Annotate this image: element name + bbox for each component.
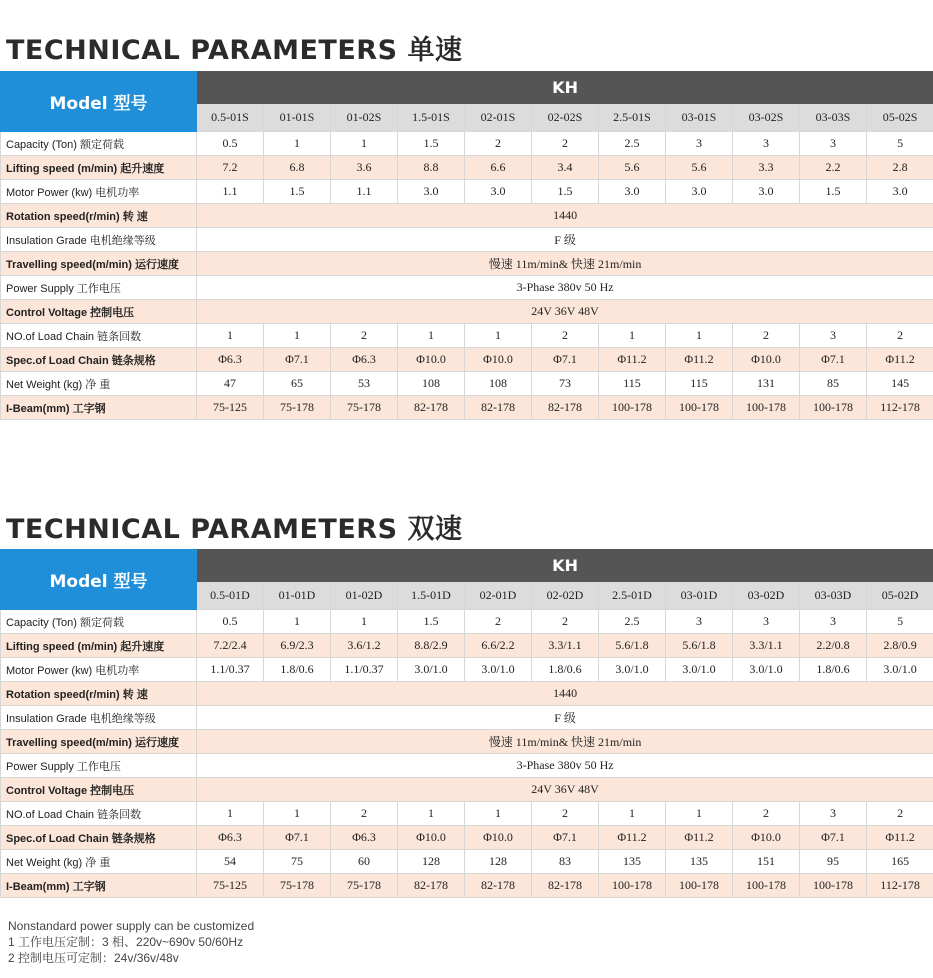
value-cell: 100-178 [666,396,733,420]
value-cell: 1 [666,802,733,826]
spanned-value-cell: F 级 [197,706,933,730]
value-cell: 6.9/2.3 [264,634,331,658]
value-cell: 73 [532,372,599,396]
value-cell: 0.5 [197,132,264,156]
value-cell: Φ11.2 [666,348,733,372]
value-cell: 1 [331,132,398,156]
value-cell: 2 [867,802,933,826]
value-cell: 82-178 [398,396,465,420]
value-cell: 1 [398,324,465,348]
value-cell: 1 [197,324,264,348]
value-cell: 100-178 [800,396,867,420]
value-cell: 3 [800,610,867,634]
value-cell: Φ7.1 [800,826,867,850]
value-cell: 1.5 [800,180,867,204]
spanned-value-cell: 1440 [197,682,933,706]
table-row [1,396,933,420]
value-cell: 1 [666,324,733,348]
table-row [1,348,933,372]
value-cell: 135 [666,850,733,874]
value-cell: 8.8/2.9 [398,634,465,658]
value-cell: 1.5 [398,610,465,634]
row-label: I-Beam(mm) 工字钢 [1,874,197,898]
table-row [1,300,933,324]
model-code-cell: 02-01S [465,104,532,132]
value-cell: Φ6.3 [331,826,398,850]
spanned-value-cell: F 级 [197,228,933,252]
value-cell: 3.3/1.1 [733,634,800,658]
value-cell: Φ6.3 [197,348,264,372]
value-cell: 85 [800,372,867,396]
table-row [1,826,933,850]
value-cell: 2.2/0.8 [800,634,867,658]
footnote-line: 1 工作电压定制：3 相、220v~690v 50/60Hz [8,935,244,949]
footnote-line: Nonstandard power supply can be customized [8,919,255,933]
model-code-cell: 2.5-01S [599,104,666,132]
value-cell: 3 [800,324,867,348]
value-cell: Φ11.2 [599,826,666,850]
model-code-cell: 02-02D [532,582,599,610]
value-cell: 1.1 [331,180,398,204]
row-label: Capacity (Ton) 额定荷载 [1,610,197,634]
value-cell: Φ7.1 [264,826,331,850]
dual-title-zh: 双速 [407,514,463,545]
model-code-cell: 01-02D [331,582,398,610]
value-cell: 1.5 [532,180,599,204]
value-cell: 112-178 [867,396,933,420]
table-row [1,730,933,754]
value-cell: 75-178 [331,396,398,420]
table-row [1,634,933,658]
value-cell: 75-178 [264,874,331,898]
value-cell: 1.8/0.6 [264,658,331,682]
value-cell: 100-178 [733,396,800,420]
model-code-cell: 2.5-01D [599,582,666,610]
row-label: Motor Power (kw) 电机功率 [1,180,197,204]
row-label: Net Weight (kg) 净 重 [1,372,197,396]
model-code-cell: 0.5-01D [197,582,264,610]
value-cell: 1.5 [398,132,465,156]
model-code-cell: 01-02S [331,104,398,132]
value-cell: 82-178 [398,874,465,898]
model-code-cell: 01-01D [264,582,331,610]
model-code-cell: 05-02D [867,582,933,610]
value-cell: 3.0/1.0 [398,658,465,682]
table-row [1,276,933,300]
value-cell: 1 [465,324,532,348]
value-cell: 3.0/1.0 [599,658,666,682]
table-row [1,778,933,802]
value-cell: 128 [465,850,532,874]
row-label: Rotation speed(r/min) 转 速 [1,682,197,706]
value-cell: Φ10.0 [733,826,800,850]
table-row [1,706,933,730]
value-cell: Φ11.2 [599,348,666,372]
row-label: Control Voltage 控制电压 [1,300,197,324]
table-row [1,156,933,180]
value-cell: 75-178 [331,874,398,898]
value-cell: 1 [197,802,264,826]
value-cell: Φ7.1 [532,826,599,850]
series-header: KH [197,550,933,582]
value-cell: 82-178 [532,396,599,420]
value-cell: 131 [733,372,800,396]
spanned-value-cell: 1440 [197,204,933,228]
value-cell: 2.8 [867,156,933,180]
value-cell: 3.0/1.0 [465,658,532,682]
row-label: Control Voltage 控制电压 [1,778,197,802]
row-label: Motor Power (kw) 电机功率 [1,658,197,682]
model-code-cell: 03-03D [800,582,867,610]
table-row [1,204,933,228]
value-cell: 165 [867,850,933,874]
value-cell: Φ6.3 [331,348,398,372]
value-cell: 100-178 [599,874,666,898]
value-cell: 75-125 [197,874,264,898]
table-row [1,682,933,706]
model-code-cell: 02-02S [532,104,599,132]
value-cell: 1 [398,802,465,826]
value-cell: Φ7.1 [800,348,867,372]
value-cell: 75-125 [197,396,264,420]
value-cell: 5 [867,610,933,634]
model-header: Model 型号 [1,72,197,132]
value-cell: 75 [264,850,331,874]
value-cell: Φ10.0 [465,826,532,850]
row-label: NO.of Load Chain 链条回数 [1,324,197,348]
value-cell: 145 [867,372,933,396]
table-row [1,658,933,682]
model-code-cell: 03-01D [666,582,733,610]
value-cell: 2.5 [599,132,666,156]
value-cell: 115 [599,372,666,396]
series-header: KH [197,72,933,104]
value-cell: 1.1/0.37 [331,658,398,682]
table-row [1,132,933,156]
row-label: Power Supply 工作电压 [1,754,197,778]
row-label: Spec.of Load Chain 链条规格 [1,348,197,372]
value-cell: Φ7.1 [532,348,599,372]
spanned-value-cell: 3-Phase 380v 50 Hz [197,754,933,778]
value-cell: Φ11.2 [867,826,933,850]
value-cell: 2 [331,802,398,826]
value-cell: 75-178 [264,396,331,420]
value-cell: 3.0 [867,180,933,204]
footnote-line: 2 控制电压可定制：24v/36v/48v [8,951,179,965]
value-cell: 5.6/1.8 [666,634,733,658]
value-cell: 2 [465,132,532,156]
single-title-en: TECHNICAL PARAMETERS [6,35,398,66]
model-code-cell: 1.5-01S [398,104,465,132]
value-cell: 5.6 [599,156,666,180]
value-cell: 3.0 [666,180,733,204]
value-cell: 2 [331,324,398,348]
value-cell: 1.5 [264,180,331,204]
value-cell: 100-178 [733,874,800,898]
table-row [1,850,933,874]
row-label: Spec.of Load Chain 链条规格 [1,826,197,850]
value-cell: 7.2/2.4 [197,634,264,658]
value-cell: 6.8 [264,156,331,180]
value-cell: Φ10.0 [398,826,465,850]
row-label: Lifting speed (m/min) 起升速度 [1,156,197,180]
value-cell: 3 [666,132,733,156]
dual-speed-table [0,549,933,898]
value-cell: 6.6/2.2 [465,634,532,658]
value-cell: 3.0/1.0 [867,658,933,682]
value-cell: 3.4 [532,156,599,180]
value-cell: 135 [599,850,666,874]
model-header: Model 型号 [1,550,197,610]
value-cell: 1 [331,610,398,634]
table-row [1,324,933,348]
value-cell: 1 [264,132,331,156]
spanned-value-cell: 24V 36V 48V [197,778,933,802]
row-label: Net Weight (kg) 净 重 [1,850,197,874]
value-cell: 2 [733,324,800,348]
value-cell: 1 [264,610,331,634]
value-cell: 1 [264,802,331,826]
value-cell: Φ11.2 [666,826,733,850]
value-cell: 1 [599,802,666,826]
value-cell: Φ10.0 [398,348,465,372]
dual-speed-title [6,507,463,546]
value-cell: 2 [532,610,599,634]
table-row [1,754,933,778]
value-cell: 2 [465,610,532,634]
value-cell: 0.5 [197,610,264,634]
value-cell: 3.3 [733,156,800,180]
value-cell: 1 [599,324,666,348]
value-cell: Φ6.3 [197,826,264,850]
model-code-cell: 03-02S [733,104,800,132]
row-label: Capacity (Ton) 额定荷载 [1,132,197,156]
value-cell: 100-178 [599,396,666,420]
value-cell: Φ10.0 [465,348,532,372]
spanned-value-cell: 3-Phase 380v 50 Hz [197,276,933,300]
value-cell: 1.1 [197,180,264,204]
value-cell: 3.0 [599,180,666,204]
value-cell: 115 [666,372,733,396]
value-cell: 3 [733,610,800,634]
value-cell: 3 [800,132,867,156]
row-label: Travelling speed(m/min) 运行速度 [1,252,197,276]
single-speed-title [6,28,463,67]
value-cell: 2 [867,324,933,348]
row-label: Insulation Grade 电机绝缘等级 [1,706,197,730]
value-cell: 100-178 [800,874,867,898]
value-cell: 3.6/1.2 [331,634,398,658]
value-cell: 3.0 [465,180,532,204]
value-cell: 53 [331,372,398,396]
value-cell: 3.0 [398,180,465,204]
value-cell: 1 [465,802,532,826]
value-cell: 5 [867,132,933,156]
value-cell: 100-178 [666,874,733,898]
value-cell: 3.0/1.0 [666,658,733,682]
value-cell: 3.6 [331,156,398,180]
table-row [1,252,933,276]
spanned-value-cell: 24V 36V 48V [197,300,933,324]
single-speed-table [0,71,933,420]
row-label: Insulation Grade 电机绝缘等级 [1,228,197,252]
value-cell: 82-178 [465,874,532,898]
row-label: NO.of Load Chain 链条回数 [1,802,197,826]
row-label: Power Supply 工作电压 [1,276,197,300]
row-label: Travelling speed(m/min) 运行速度 [1,730,197,754]
table-row [1,228,933,252]
value-cell: 83 [532,850,599,874]
value-cell: 65 [264,372,331,396]
model-code-cell: 03-02D [733,582,800,610]
value-cell: 95 [800,850,867,874]
row-label: Lifting speed (m/min) 起升速度 [1,634,197,658]
value-cell: 112-178 [867,874,933,898]
table-row [1,180,933,204]
value-cell: 108 [465,372,532,396]
value-cell: 3 [733,132,800,156]
model-code-cell: 03-03S [800,104,867,132]
value-cell: 3.0 [733,180,800,204]
value-cell: 108 [398,372,465,396]
model-code-cell: 03-01S [666,104,733,132]
value-cell: 82-178 [532,874,599,898]
value-cell: 47 [197,372,264,396]
value-cell: 1 [264,324,331,348]
model-code-cell: 02-01D [465,582,532,610]
value-cell: Φ7.1 [264,348,331,372]
value-cell: 3 [666,610,733,634]
value-cell: 3 [800,802,867,826]
value-cell: 7.2 [197,156,264,180]
single-title-zh: 单速 [407,35,463,66]
table-row [1,610,933,634]
spanned-value-cell: 慢速 11m/min& 快速 21m/min [197,252,933,276]
value-cell: 82-178 [465,396,532,420]
value-cell: 2 [532,324,599,348]
value-cell: 3.3/1.1 [532,634,599,658]
value-cell: 1.8/0.6 [800,658,867,682]
table-row [1,874,933,898]
value-cell: 1.1/0.37 [197,658,264,682]
value-cell: 60 [331,850,398,874]
table-row [1,372,933,396]
value-cell: 2 [733,802,800,826]
model-code-cell: 1.5-01D [398,582,465,610]
value-cell: 54 [197,850,264,874]
row-label: Rotation speed(r/min) 转 速 [1,204,197,228]
value-cell: 2.2 [800,156,867,180]
model-code-cell: 01-01S [264,104,331,132]
value-cell: 6.6 [465,156,532,180]
footnotes [8,918,254,966]
value-cell: 2 [532,132,599,156]
value-cell: 8.8 [398,156,465,180]
value-cell: 5.6/1.8 [599,634,666,658]
spanned-value-cell: 慢速 11m/min& 快速 21m/min [197,730,933,754]
table-row [1,802,933,826]
value-cell: 3.0/1.0 [733,658,800,682]
value-cell: 151 [733,850,800,874]
value-cell: 2 [532,802,599,826]
model-code-cell: 05-02S [867,104,933,132]
value-cell: 128 [398,850,465,874]
model-code-cell: 0.5-01S [197,104,264,132]
value-cell: Φ11.2 [867,348,933,372]
value-cell: 2.8/0.9 [867,634,933,658]
dual-title-en: TECHNICAL PARAMETERS [6,514,398,545]
row-label: I-Beam(mm) 工字钢 [1,396,197,420]
value-cell: 5.6 [666,156,733,180]
value-cell: 1.8/0.6 [532,658,599,682]
value-cell: Φ10.0 [733,348,800,372]
value-cell: 2.5 [599,610,666,634]
